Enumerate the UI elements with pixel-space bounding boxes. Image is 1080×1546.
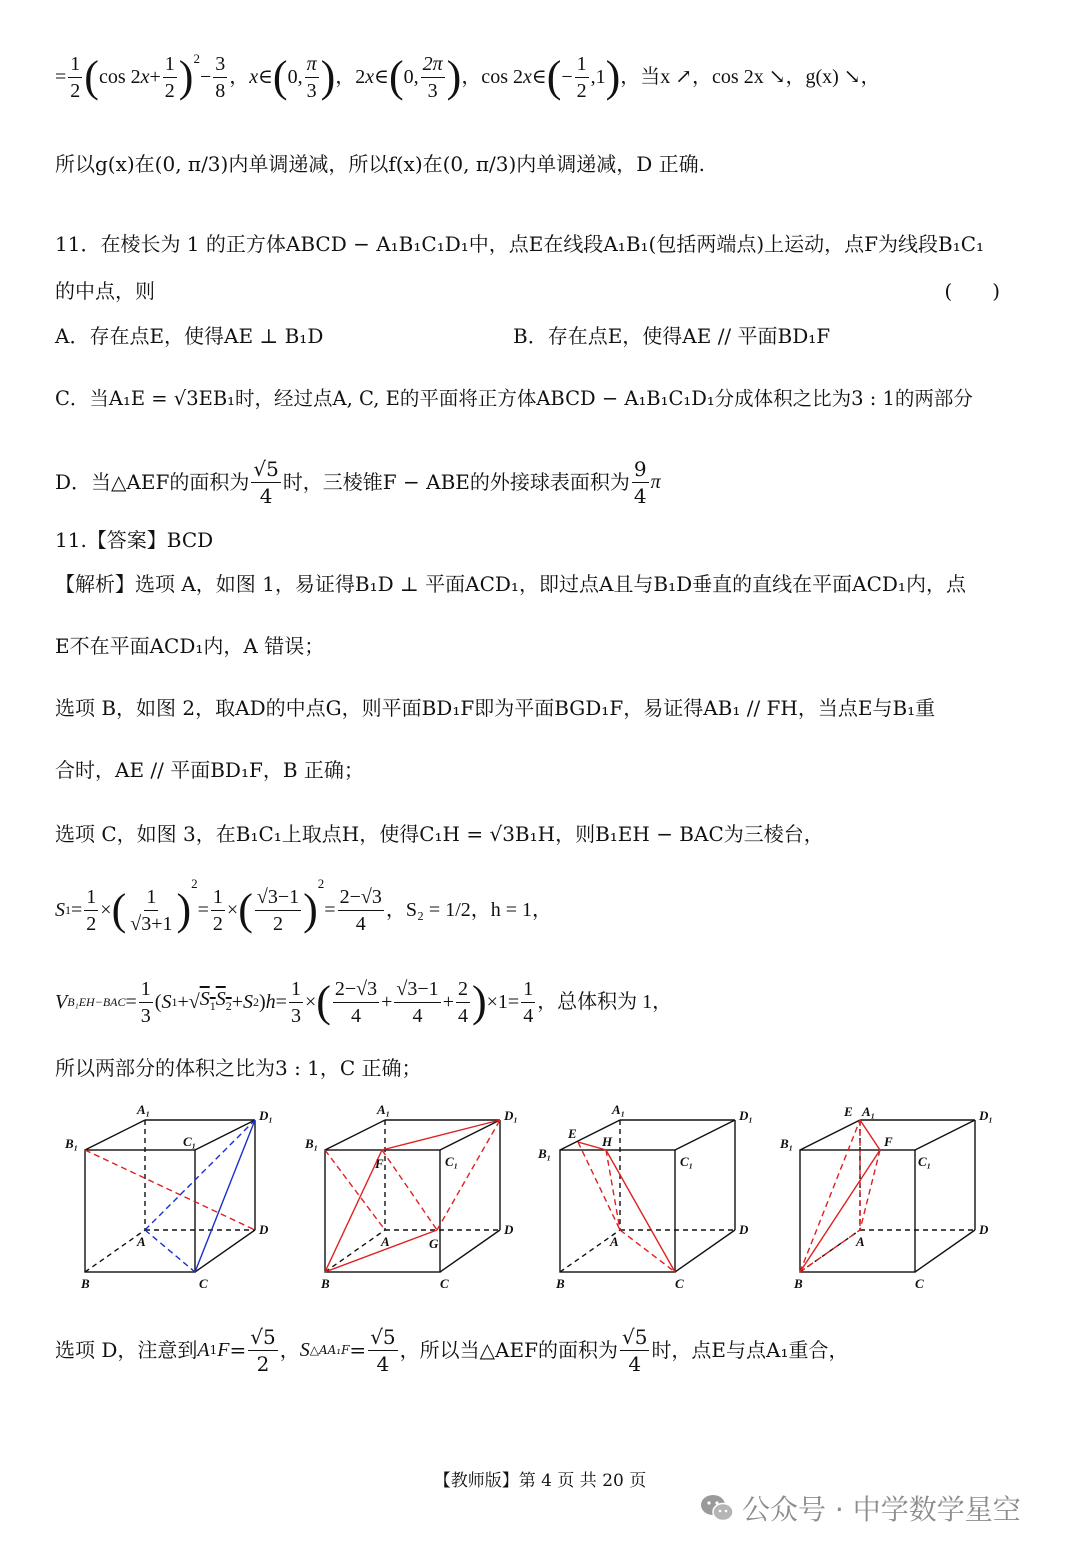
answer-line: 11.【答案】BCD: [55, 528, 214, 552]
watermark: [700, 1488, 1021, 1528]
svg-text:B₁: B₁: [780, 1136, 794, 1151]
svg-text:C: C: [440, 1276, 449, 1290]
option-d-pre: D．当△AEF的面积为: [55, 470, 250, 494]
analysis-b-1: 选项 B，如图 2，取AD的中点G，则平面BD₁F即为平面BGD₁F，易证得AB₁ // FH，当点E与B₁重: [55, 696, 936, 720]
fig1-d1: D₁: [259, 1108, 273, 1123]
svg-text:A: A: [381, 1234, 390, 1249]
svg-text:B₁: B₁: [305, 1136, 319, 1151]
svg-text:D₁: D₁: [504, 1108, 518, 1123]
figure-4: [779, 1104, 993, 1290]
analysis-d: 选项 D，注意到 A 1 F = $\frac{√5}{2}$ ， S △AA₁F = $\frac{√5}{4}$ ，所以当△AEF的面积为 $\frac{√5}{4}$ 时，点E与点A₁重合，: [55, 1324, 849, 1376]
figure-1: [64, 1102, 273, 1290]
option-a-text: A．存在点E，使得AE ⊥ B₁D: [55, 324, 324, 348]
figures-row: [55, 1090, 1025, 1290]
s1-formula: S 1 = $\frac{1}{2}$ × ( $\frac{1}{√3+1}$ ) $^2$ = $\frac{1}{2}$ × ( $\frac{√3-1}{2}$ ) $^2$ = $\frac{2-√3}{4}$ ，S₂ = 1/2，h = 1，: [55, 876, 553, 935]
answer-paren: ( ): [944, 279, 1000, 303]
question-11-cont: [55, 277, 1020, 305]
cube-figures: [55, 1090, 1025, 1290]
fig1-a: A: [137, 1234, 146, 1249]
fig1-d: D: [259, 1222, 269, 1237]
question-11: 11．在棱长为 1 的正方体ABCD − A₁B₁C₁D₁中，点E在线段A₁B₁(包括两端点)上运动，点F为线段B₁C₁: [55, 232, 985, 256]
fig1-b1: B₁: [65, 1136, 79, 1151]
figure-3: [537, 1102, 753, 1290]
svg-text:D: D: [739, 1222, 749, 1237]
analysis-c-1: 选项 C，如图 3，在B₁C₁上取点H，使得C₁H = √3B₁H，则B₁EH − BAC为三棱台，: [55, 822, 824, 846]
analysis-a-1: 【解析】选项 A，如图 1，易证得B₁D ⊥ 平面ACD₁，即过点A且与B₁D垂直的直线在平面ACD₁内，点: [55, 572, 966, 596]
svg-text:A₁: A₁: [612, 1102, 626, 1117]
svg-text:E: E: [844, 1104, 853, 1119]
option-b-text: B．存在点E，使得AE // 平面BD₁F: [513, 324, 831, 348]
option-a: [55, 322, 1020, 350]
analysis-d-post: 时，点E与点A₁重合，: [651, 1338, 849, 1362]
fig1-a1: A₁: [137, 1102, 151, 1117]
svg-text:D₁: D₁: [739, 1108, 753, 1123]
wechat-icon: [700, 1493, 734, 1523]
ratio-line: 所以两部分的体积之比为3 : 1，C 正确；: [55, 1056, 422, 1080]
svg-text:G: G: [429, 1236, 439, 1251]
monotonic-text: ，当x ↗，cos 2x ↘，g(x) ↘，: [620, 66, 881, 88]
svg-text:D: D: [979, 1222, 989, 1237]
svg-text:F: F: [375, 1156, 384, 1171]
svg-text:H: H: [602, 1134, 613, 1149]
analysis-a-2: E不在平面ACD₁内，A 错误；: [55, 634, 325, 658]
option-d-mid: 时，三棱锥F − ABE的外接球表面积为: [282, 470, 630, 494]
formula-line-1: = $\frac{1}{2}$ ( cos 2 x + $\frac{1}{2}$ ) $^2$ − $\frac{3}{8}$ ， x ∈ ( 0, $\frac{\pi}{3}$ ) ，2 x ∈ ( 0, $\frac{2\pi}{3}$ ) ，cos 2 x ∈ ( − $\frac{1}{2}$ ,1 ) ，当x ↗，cos 2x ↘，g(x) ↘，: [55, 51, 881, 102]
fig1-b: B: [81, 1276, 90, 1290]
volume-tail: ，总体积为 1，: [537, 991, 673, 1013]
svg-text:C: C: [915, 1276, 924, 1290]
svg-text:A₁: A₁: [377, 1102, 391, 1117]
analysis-d-pre: 选项 D，注意到: [55, 1338, 198, 1362]
s2-h-text: ，S₂ = 1/2，h = 1，: [385, 899, 553, 921]
fig1-c1: C₁: [183, 1134, 197, 1149]
svg-text:A: A: [610, 1234, 619, 1249]
svg-text:D: D: [504, 1222, 514, 1237]
svg-text:D₁: D₁: [979, 1108, 993, 1123]
svg-text:A₁: A₁: [862, 1104, 876, 1119]
svg-text:B₁: B₁: [538, 1146, 552, 1161]
svg-text:B: B: [794, 1276, 803, 1290]
analysis-b-2: 合时，AE // 平面BD₁F，B 正确；: [55, 758, 364, 782]
svg-text:C₁: C₁: [918, 1154, 932, 1169]
volume-formula: V B₁EH−BAC = $\frac{1}{3}$ ( S 1 +√ $S_1S_2$ + S 2 ) h = $\frac{1}{3}$ × ( $\frac{2-√3}{4}$ + $\frac{√3-1}{4}$ + $\frac{2}{4}$ ) ×1= $\frac{1}{4}$ ，总体积为 1，: [55, 977, 673, 1027]
svg-text:B: B: [556, 1276, 565, 1290]
analysis-d-mid: ，所以当△AEF的面积为: [399, 1338, 618, 1362]
svg-text:A: A: [856, 1234, 865, 1249]
figure-2: [304, 1102, 518, 1290]
svg-text:F: F: [884, 1134, 893, 1149]
line-2: 所以g(x)在(0, π/3)内单调递减，所以f(x)在(0, π/3)内单调递减，D 正确.: [55, 152, 706, 176]
question-11-tail: 的中点，则: [55, 279, 155, 303]
svg-text:E: E: [568, 1126, 577, 1141]
svg-text:B: B: [321, 1276, 330, 1290]
option-d: D．当△AEF的面积为 $\frac{√5}{4}$ 时，三棱锥F − ABE的外接球表面积为 $\frac{9}{4}$ π: [55, 456, 661, 508]
watermark-text: 公众号 · 中学数学星空: [742, 1493, 1021, 1526]
svg-text:C₁: C₁: [680, 1154, 694, 1169]
page-footer: 【教师版】第 4 页 共 20 页: [433, 1471, 647, 1491]
fig1-c: C: [199, 1276, 208, 1290]
svg-text:C: C: [675, 1276, 684, 1290]
svg-text:C₁: C₁: [445, 1154, 459, 1169]
option-c: C．当A₁E = √3EB₁时，经过点A, C, E的平面将正方体ABCD − A₁B₁C₁D₁分成体积之比为3 : 1的两部分: [55, 387, 973, 410]
